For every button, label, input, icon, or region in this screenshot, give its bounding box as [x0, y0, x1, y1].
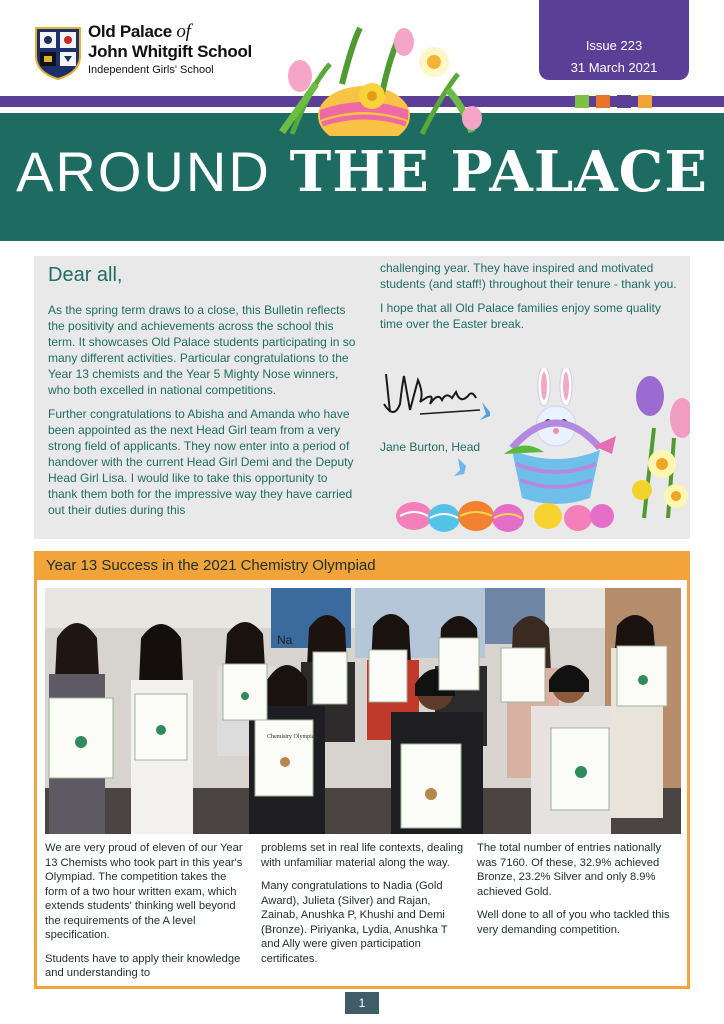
- school-name-of: of: [176, 21, 191, 42]
- school-crest-icon: [34, 26, 82, 80]
- chemistry-column-3: [477, 841, 677, 946]
- chemistry-paragraph: Many congratulations to Nadia (Gold Award), Julieta (Silver) and Rajan, Zainab, Anushka P, Khushi and Demi (Bronze). Piriyanka, Lydia, Anushka T and Ally were given participation certificates.: [261, 880, 448, 965]
- easter-egg-flowers-icon: [272, 24, 492, 136]
- school-name-line2: John Whitgift School: [88, 42, 252, 61]
- letter-paragraph: Further congratulations to Abisha and Amanda who have been appointed as the next Head Girl team from a very strong field of applicants. They now enter into a period of handover with the current Head Girl Demi and the Deputy Head Girl Lisa. I would like to take this opportunity to thank them both for the impressive way they have carried out their duties during this: [48, 407, 354, 517]
- students-group-photo: [45, 588, 681, 834]
- letter-paragraph: I hope that all Old Palace families enjoy some quality time over the Easter break.: [380, 301, 661, 331]
- chip-green: [575, 95, 589, 108]
- school-name: [88, 22, 252, 76]
- letter-paragraph: As the spring term draws to a close, this Bulletin reflects the positivity and achievements across the school this term. It showcases Old Palace students participating in so many different activities. Particular congratulations to the Year 13 chemists and the Year 5 Mighty Nose winners, who both excelled in national competitions.: [48, 303, 356, 397]
- chemistry-paragraph: Well done to all of you who tackled this very demanding competition.: [477, 909, 670, 936]
- letter-left-column: [48, 302, 356, 526]
- chip-orange: [596, 95, 610, 108]
- issue-badge: [539, 0, 689, 80]
- color-chips: [575, 95, 652, 108]
- chemistry-paragraph: The total number of entries nationally was 7160. Of these, 32.9% achieved Bronze, 23.2% Silver and only 8.9% achieved Gold.: [477, 842, 662, 898]
- chemistry-olympiad-article: [34, 551, 690, 989]
- chip-yellow: [638, 95, 652, 108]
- title-light: AROUND: [16, 140, 271, 203]
- letter-paragraph: challenging year. They have inspired and motivated students (and staff!) throughout their tenure - thank you.: [380, 261, 677, 291]
- chemistry-paragraph: Students have to apply their knowledge and understanding to: [45, 952, 241, 979]
- chemistry-paragraph: problems set in real life contexts, dealing with unfamiliar material along the way.: [261, 842, 464, 869]
- bulletin-title: [0, 139, 724, 205]
- chemistry-heading: Year 13 Success in the 2021 Chemistry Olympiad: [37, 554, 687, 580]
- chemistry-paragraph: We are very proud of eleven of our Year 13 Chemists who took part in this year's Olympiad. The competition takes the form of a two hour written exam, which extends students' thinking well beyond the requirements of the A level specification.: [45, 842, 243, 941]
- chemistry-column-2: [261, 841, 469, 975]
- school-name-line1: Old Palace: [88, 22, 172, 41]
- title-bold: THE PALACE: [289, 139, 708, 205]
- chip-purple: [617, 95, 631, 108]
- easter-bunny-basket-icon: [394, 368, 690, 538]
- page-number: 1: [345, 992, 379, 1014]
- periodic-table-text: Na: [277, 633, 293, 647]
- issue-number: Issue 223: [585, 38, 643, 53]
- school-tagline: Independent Girls' School: [88, 64, 214, 76]
- head-letter: [34, 256, 690, 539]
- letter-right-column: [380, 260, 680, 340]
- letter-signoff: Jane Burton, Head: [380, 440, 481, 454]
- letter-greeting: Dear all,: [48, 264, 123, 286]
- chemistry-column-1: [45, 841, 250, 990]
- issue-date: 31 March 2021: [570, 60, 658, 75]
- certificate-title: Chemistry Olympiad: [267, 734, 318, 740]
